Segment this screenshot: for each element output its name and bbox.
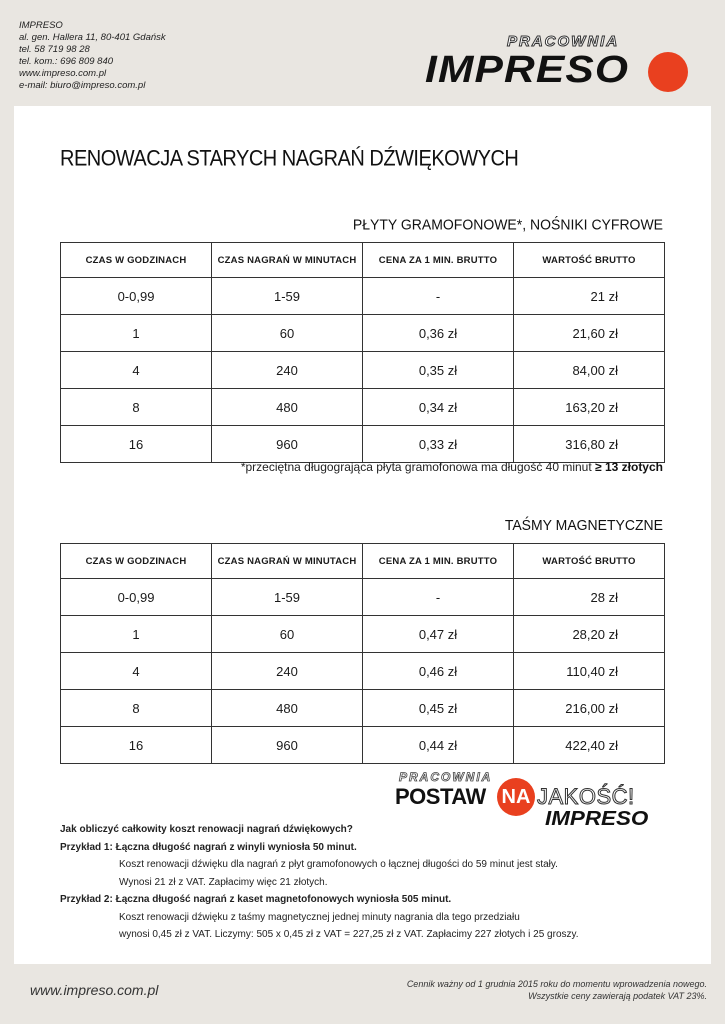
example-question: Jak obliczyć całkowity koszt renowacji nagrań dźwiękowych? (60, 824, 353, 835)
slogan-postaw: POSTAW (395, 784, 486, 809)
minutes-cell: 1-59 (212, 278, 363, 315)
header-hours: CZAS W GODZINACH (61, 544, 212, 579)
total-cell: 316,80 zł (514, 426, 665, 463)
example-1-line-1: Koszt renowacji dźwięku dla nagrań z płyt gramofonowych o łącznej długości do 59 minut jest stały. (119, 859, 558, 870)
hours-cell: 16 (61, 727, 212, 764)
phone: tel. 58 719 98 28 (19, 44, 90, 55)
company-name: IMPRESO (19, 20, 63, 31)
slogan-jakosc: JAKOŚĆ! (537, 784, 635, 809)
table-row (61, 352, 665, 389)
table-row (61, 653, 665, 690)
price-cell: 0,35 zł (363, 352, 514, 389)
table-header-row (61, 544, 665, 579)
hours-cell: 16 (61, 426, 212, 463)
footer-website-link[interactable]: www.impreso.com.pl (30, 982, 159, 998)
minutes-cell: 960 (212, 426, 363, 463)
price-cell: - (363, 579, 514, 616)
website: www.impreso.com.pl (19, 68, 107, 79)
hours-cell: 8 (61, 690, 212, 727)
hours-cell: 4 (61, 653, 212, 690)
table-row (61, 315, 665, 352)
footnote-sign: ≥ (595, 460, 602, 474)
tape-price-table (60, 543, 665, 764)
minutes-cell: 60 (212, 616, 363, 653)
mobile-phone: tel. kom.: 696 809 840 (19, 56, 114, 67)
price-cell: 0,34 zł (363, 389, 514, 426)
impreso-logo (425, 33, 695, 93)
example-section (60, 821, 680, 944)
hours-cell: 0-0,99 (61, 278, 212, 315)
price-cell: - (363, 278, 514, 315)
minutes-cell: 480 (212, 389, 363, 426)
hours-cell: 4 (61, 352, 212, 389)
header-total: WARTOŚĆ BRUTTO (514, 544, 665, 579)
total-cell: 110,40 zł (514, 653, 665, 690)
table-header-row (61, 243, 665, 278)
minutes-cell: 480 (212, 690, 363, 727)
vat-note: Wszystkie ceny zawierają podatek VAT 23%. (528, 991, 707, 1001)
minutes-cell: 60 (212, 315, 363, 352)
total-cell: 28,20 zł (514, 616, 665, 653)
example-2-label: Przykład 2: Łączna długość nagrań z kaset magnetofonowych wyniosła 505 minut. (60, 894, 452, 905)
table-row (61, 426, 665, 463)
minutes-cell: 960 (212, 727, 363, 764)
header-total: WARTOŚĆ BRUTTO (514, 243, 665, 278)
minutes-cell: 240 (212, 653, 363, 690)
total-cell: 21,60 zł (514, 315, 665, 352)
table-row (61, 278, 665, 315)
example-1-line-2: Wynosi 21 zł z VAT. Zapłacimy więc 21 złotych. (119, 876, 328, 888)
validity-note: Cennik ważny od 1 grudnia 2015 roku do momentu wprowadzenia nowego. (406, 979, 707, 989)
total-cell: 216,00 zł (514, 690, 665, 727)
example-2-line-2: wynosi 0,45 zł z VAT. Liczymy: 505 x 0,45 zł z VAT = 227,25 zł z VAT. Zapłacimy 227 złotych i 25 groszy. (119, 929, 579, 940)
example-1-label: Przykład 1: Łączna długość nagrań z winyli wyniosła 50 minut. (60, 841, 357, 853)
page-title: RENOWACJA STARYCH NAGRAŃ DŹWIĘKOWYCH (60, 146, 519, 172)
vinyl-price-table (60, 242, 665, 463)
price-cell: 0,47 zł (363, 616, 514, 653)
total-cell: 21 zł (514, 278, 665, 315)
vinyl-footnote (241, 460, 663, 474)
header-price-per-min: CENA ZA 1 MIN. BRUTTO (363, 243, 514, 278)
contact-block (19, 20, 166, 92)
hours-cell: 1 (61, 315, 212, 352)
email: e-mail: biuro@impreso.com.pl (19, 80, 146, 91)
price-cell: 0,46 zł (363, 653, 514, 690)
logo-dot-icon (648, 52, 688, 92)
vinyl-heading: PŁYTY GRAMOFONOWE*, NOŚNIKI CYFROWE (352, 215, 663, 233)
logo-brand: IMPRESO (425, 49, 630, 91)
total-cell: 84,00 zł (514, 352, 665, 389)
footnote-text: *przeciętna długogrająca płyta gramofonowa ma długość 40 minut (240, 460, 592, 474)
minutes-cell: 1-59 (212, 579, 363, 616)
logo-pracownia: PRACOWNIA (507, 33, 620, 50)
table-row (61, 616, 665, 653)
footer-validity (407, 978, 707, 1002)
table-row (61, 727, 665, 764)
total-cell: 163,20 zł (514, 389, 665, 426)
address: al. gen. Hallera 11, 80-401 Gdańsk (19, 32, 166, 43)
price-cell: 0,33 zł (363, 426, 514, 463)
slogan-na-badge: NA (497, 778, 535, 816)
price-cell: 0,44 zł (363, 727, 514, 764)
slogan-brand: IMPRESO (545, 808, 649, 830)
footnote-price: 13 złotych (604, 460, 663, 474)
table-row (61, 579, 665, 616)
header-minutes: CZAS NAGRAŃ W MINUTACH (212, 544, 363, 579)
header-hours: CZAS W GODZINACH (61, 243, 212, 278)
table-row (61, 389, 665, 426)
total-cell: 422,40 zł (514, 727, 665, 764)
header-minutes: CZAS NAGRAŃ W MINUTACH (212, 243, 363, 278)
header-price-per-min: CENA ZA 1 MIN. BRUTTO (363, 544, 514, 579)
hours-cell: 8 (61, 389, 212, 426)
hours-cell: 1 (61, 616, 212, 653)
example-2-line-1: Koszt renowacji dźwięku z taśmy magnetycznej jednej minuty nagrania dla tego przedziału (119, 911, 520, 923)
minutes-cell: 240 (212, 352, 363, 389)
total-cell: 28 zł (514, 579, 665, 616)
price-cell: 0,36 zł (363, 315, 514, 352)
table-row (61, 690, 665, 727)
price-cell: 0,45 zł (363, 690, 514, 727)
slogan-pracownia: PRACOWNIA (399, 770, 493, 784)
hours-cell: 0-0,99 (61, 579, 212, 616)
tape-heading: TAŚMY MAGNETYCZNE (504, 516, 663, 534)
